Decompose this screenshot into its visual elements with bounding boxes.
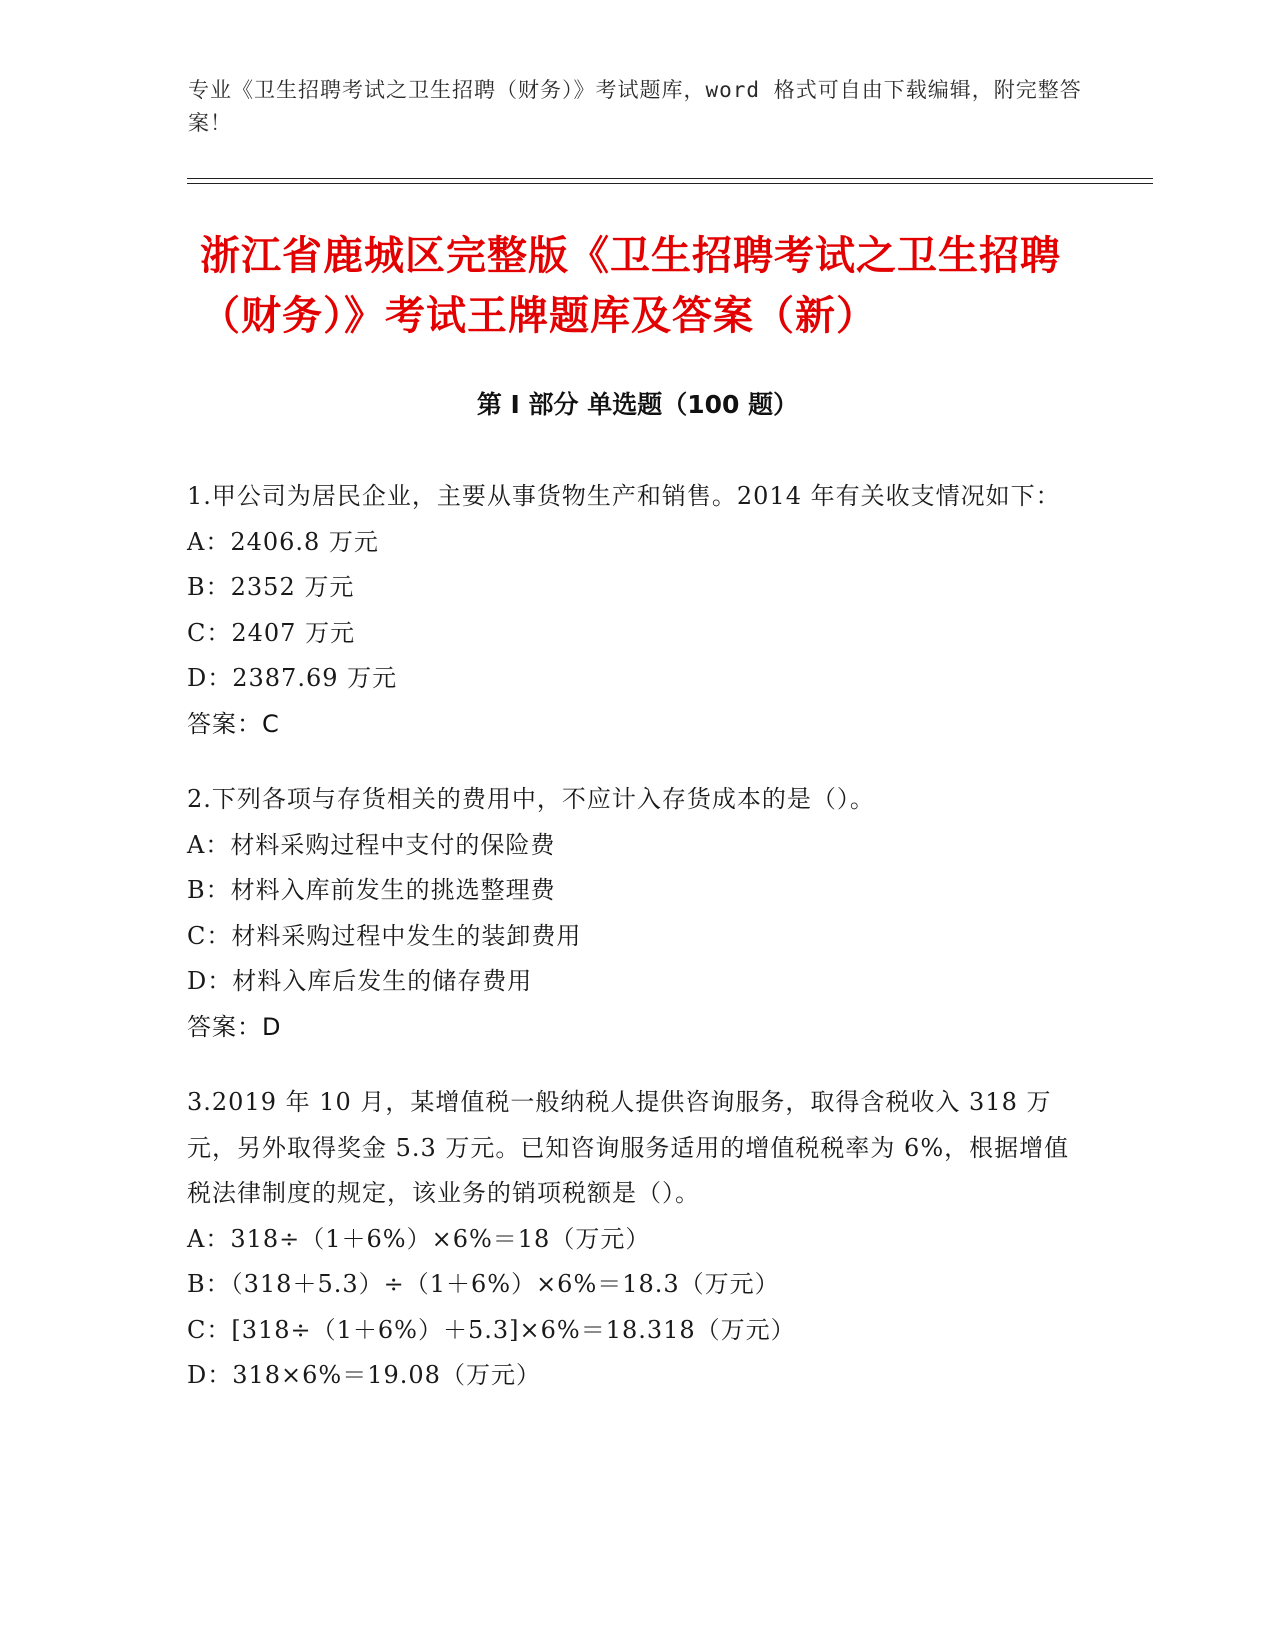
section-title: 第 I 部分 单选题（100 题） — [476, 390, 799, 419]
question-list — [187, 474, 1087, 1429]
header-divider-bottom — [187, 183, 1153, 184]
question-stem: 3.2019 年 10 月，某增值税一般纳税人提供咨询服务，取得含税收入 318 万元，另外取得奖金 5.3 万元。已知咨询服务适用的增值税税率为 6%，根据增值税法律制度的规定，该业务的销项税额是（）。 — [187, 1088, 1070, 1207]
question-stem: 2.下列各项与存货相关的费用中，不应计入存货成本的是（）。 — [187, 785, 875, 813]
option-d: D：材料入库后发生的储存费用 — [187, 967, 533, 995]
option-a: A：318÷（1＋6%）×6%＝18（万元） — [187, 1224, 651, 1253]
option-c: C：材料采购过程中发生的装卸费用 — [187, 921, 582, 950]
question-1 — [187, 474, 1087, 747]
answer: 答案：C — [187, 709, 280, 738]
option-a: A：2406.8 万元 — [187, 527, 379, 556]
option-b: B：（318＋5.3）÷（1＋6%）×6%＝18.3（万元） — [187, 1270, 780, 1298]
header-note: 专业《卫生招聘考试之卫生招聘（财务）》考试题库，word 格式可自由下载编辑，附完整答案！ — [188, 78, 1082, 135]
option-d: D：2387.69 万元 — [187, 664, 398, 692]
document-title: 浙江省鹿城区完整版《卫生招聘考试之卫生招聘（财务）》考试王牌题库及答案（新） — [200, 233, 1061, 339]
question-stem: 1.甲公司为居民企业，主要从事货物生产和销售。2014 年有关收支情况如下： — [187, 482, 1061, 510]
question-2 — [187, 777, 1087, 1050]
header-divider-top — [187, 178, 1153, 179]
option-c: C：[318÷（1＋6%）＋5.3]×6%＝18.318（万元） — [187, 1315, 796, 1344]
option-b: B：材料入库前发生的挑选整理费 — [187, 876, 556, 904]
option-b: B：2352 万元 — [187, 573, 355, 601]
answer: 答案：D — [187, 1012, 282, 1041]
option-c: C：2407 万元 — [187, 618, 356, 647]
option-a: A：材料采购过程中支付的保险费 — [187, 830, 556, 859]
question-3 — [187, 1080, 1087, 1399]
option-d: D：318×6%＝19.08（万元） — [187, 1361, 541, 1389]
